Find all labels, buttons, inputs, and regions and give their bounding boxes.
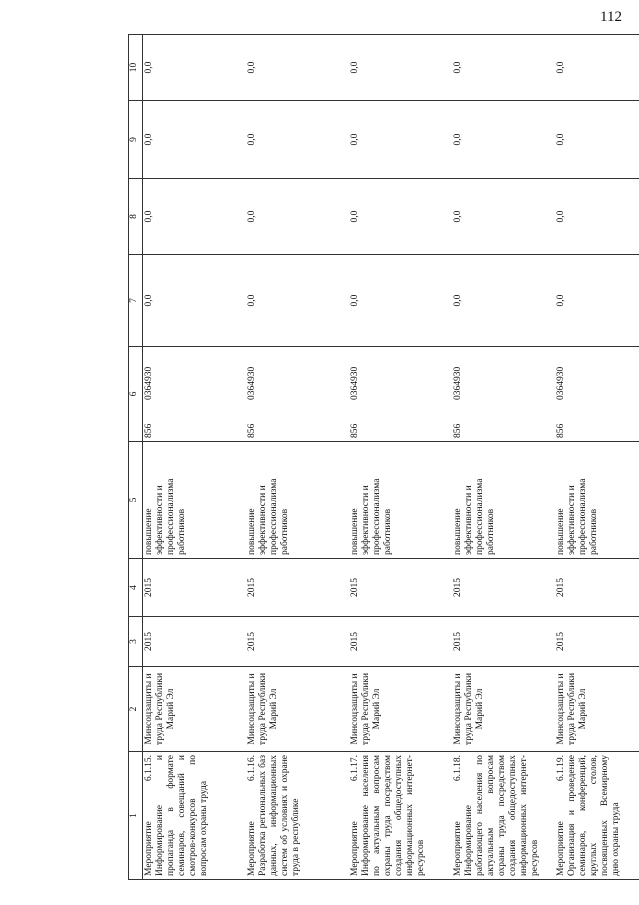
executor-cell: Минсоцзащиты и труда Республики Марий Эл — [143, 667, 246, 752]
value-cell-10: 0,0 — [143, 35, 246, 101]
result-cell: повышение эффективности и профессионализма работников — [452, 442, 555, 559]
grbs-code-cell — [452, 347, 555, 442]
value-cell-9: 0,0 — [349, 101, 452, 179]
grbs-code: 856 — [555, 423, 566, 438]
value-cell-8: 0,0 — [349, 179, 452, 255]
event-cell: Мероприятие 6.1.19. Организация и проведение семинаров, конференций, круглых столов, посвященных Всемирному дню охраны труда — [555, 752, 639, 880]
executor-cell: Минсоцзащиты и труда Республики Марий Эл — [452, 667, 555, 752]
start-year-cell: 2015 — [246, 617, 349, 667]
value-cell-10: 0,0 — [349, 35, 452, 101]
value-cell-8: 0,0 — [143, 179, 246, 255]
grbs-code: 856 — [144, 423, 154, 438]
end-year-cell: 2015 — [143, 559, 246, 617]
event-cell: Мероприятие 6.1.17. Информирование населения по актуальным вопросам охраны труда посредством создания общедоступных информационных интернет-ресурсов — [349, 752, 452, 880]
executor-cell: Минсоцзащиты и труда Республики Марий Эл — [555, 667, 639, 752]
event-cell: Мероприятие 6.1.16. Разработка региональных баз данных, информационных систем об условиях и охране труда в республике — [246, 752, 349, 880]
program-events-table — [128, 34, 639, 880]
value-cell-8: 0,0 — [452, 179, 555, 255]
grbs-code-cell — [143, 347, 246, 442]
table-row — [246, 35, 349, 880]
value-cell-9: 0,0 — [452, 101, 555, 179]
csr-code: 0364930 — [349, 366, 360, 400]
value-cell-7: 0,0 — [246, 255, 349, 347]
column-header: 7 — [129, 255, 143, 347]
grbs-code-cell — [246, 347, 349, 442]
event-cell: Мероприятие 6.1.18. Информирование работающего населения по актуальным вопросам охраны труда посредством создания общедоступных информационных интернет-ресурсов — [452, 752, 555, 880]
result-cell: повышение эффективности и профессионализма работников — [349, 442, 452, 559]
value-cell-7: 0,0 — [143, 255, 246, 347]
value-cell-9: 0,0 — [555, 101, 639, 179]
column-header: 5 — [129, 442, 143, 559]
column-header: 2 — [129, 667, 143, 752]
grbs-code-cell — [349, 347, 452, 442]
executor-cell: Минсоцзащиты и труда Республики Марий Эл — [349, 667, 452, 752]
rotated-table-page — [128, 35, 621, 880]
executor-cell: Минсоцзащиты и труда Республики Марий Эл — [246, 667, 349, 752]
csr-code: 0364930 — [246, 366, 257, 400]
table-row — [143, 35, 246, 880]
page-number: 112 — [600, 9, 622, 25]
value-cell-9: 0,0 — [246, 101, 349, 179]
end-year-cell: 2015 — [555, 559, 639, 617]
value-cell-8: 0,0 — [246, 179, 349, 255]
result-cell: повышение эффективности и профессионализма работников — [143, 442, 246, 559]
csr-code: 0364930 — [144, 366, 154, 400]
end-year-cell: 2015 — [246, 559, 349, 617]
start-year-cell: 2015 — [452, 617, 555, 667]
value-cell-7: 0,0 — [452, 255, 555, 347]
column-header: 6 — [129, 347, 143, 442]
result-cell: повышение эффективности и профессионализма работников — [246, 442, 349, 559]
column-header: 3 — [129, 617, 143, 667]
csr-code: 0364930 — [452, 366, 463, 400]
header-row — [129, 35, 143, 880]
grbs-code: 856 — [246, 423, 257, 438]
start-year-cell: 2015 — [555, 617, 639, 667]
result-cell: повышение эффективности и профессионализма работников — [555, 442, 639, 559]
end-year-cell: 2015 — [349, 559, 452, 617]
value-cell-7: 0,0 — [555, 255, 639, 347]
table-row — [555, 35, 639, 880]
start-year-cell: 2015 — [143, 617, 246, 667]
column-header: 10 — [129, 35, 143, 101]
end-year-cell: 2015 — [452, 559, 555, 617]
table-row — [349, 35, 452, 880]
grbs-code: 856 — [349, 423, 360, 438]
value-cell-8: 0,0 — [555, 179, 639, 255]
grbs-code: 856 — [452, 423, 463, 438]
value-cell-10: 0,0 — [555, 35, 639, 101]
value-cell-10: 0,0 — [246, 35, 349, 101]
value-cell-9: 0,0 — [143, 101, 246, 179]
value-cell-10: 0,0 — [452, 35, 555, 101]
column-header: 1 — [129, 752, 143, 880]
table-row — [452, 35, 555, 880]
start-year-cell: 2015 — [349, 617, 452, 667]
value-cell-7: 0,0 — [349, 255, 452, 347]
column-header: 8 — [129, 179, 143, 255]
grbs-code-cell — [555, 347, 639, 442]
csr-code: 0364930 — [555, 366, 566, 400]
column-header: 4 — [129, 559, 143, 617]
column-header: 9 — [129, 101, 143, 179]
event-cell: Мероприятие 6.1.15. Информирование и пропаганда в формате семинаров, совещаний и смотров-конкурсов по вопросам охраны труда — [143, 752, 246, 880]
